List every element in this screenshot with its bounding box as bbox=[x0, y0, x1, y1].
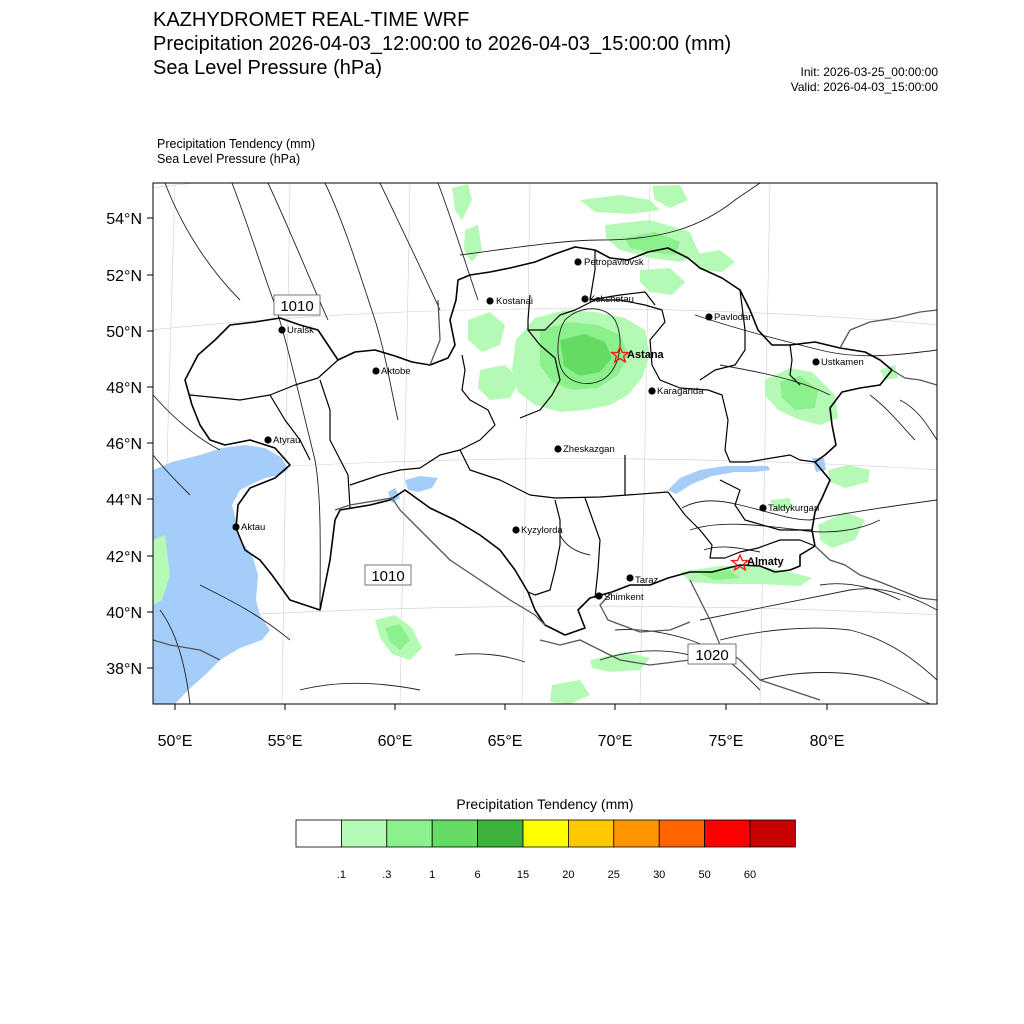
lat-ticks bbox=[147, 218, 153, 668]
colorbar-label-2: 1 bbox=[429, 869, 436, 881]
lake-balkhash bbox=[668, 466, 770, 494]
lat-label-54: 54°N bbox=[106, 211, 142, 228]
colorbar-box-1 bbox=[341, 820, 386, 847]
lon-label-80: 80°E bbox=[809, 733, 845, 750]
colorbar-box-9 bbox=[705, 820, 750, 847]
lon-label-75: 75°E bbox=[708, 733, 744, 750]
colorbar-box-6 bbox=[568, 820, 613, 847]
city-shimkent: Shimkent bbox=[604, 592, 644, 603]
lat-label-46: 46°N bbox=[106, 436, 142, 453]
panel-label-pressure: Sea Level Pressure (hPa) bbox=[157, 152, 301, 166]
lon-label-65: 65°E bbox=[487, 733, 523, 750]
lat-label-44: 44°N bbox=[106, 492, 142, 509]
city-kyzylorda: Kyzylorda bbox=[521, 525, 563, 536]
lon-label-70: 70°E bbox=[597, 733, 633, 750]
colorbar-label-0: .1 bbox=[336, 869, 346, 881]
colorbar-label-4: 15 bbox=[516, 869, 530, 881]
lon-label-50: 50°E bbox=[157, 733, 193, 750]
init-time: Init: 2026-03-25_00:00:00 bbox=[800, 65, 938, 79]
page-title: KAZHYDROMET REAL-TIME WRF bbox=[153, 9, 470, 31]
colorbar-label-1: .3 bbox=[382, 869, 392, 881]
colorbar-box-3 bbox=[432, 820, 477, 847]
lat-label-40: 40°N bbox=[106, 605, 142, 622]
city-petropavlovsk: Petropavlovsk bbox=[584, 257, 644, 268]
city-atyrau: Atyrau bbox=[273, 435, 301, 446]
lon-label-60: 60°E bbox=[377, 733, 413, 750]
city-aktau: Aktau bbox=[241, 522, 266, 533]
isobar-label-1020: 1020 bbox=[695, 647, 729, 664]
colorbar-box-8 bbox=[659, 820, 704, 847]
isobar-label-1010-south: 1010 bbox=[371, 568, 405, 585]
city-zheskazgan: Zheskazgan bbox=[563, 444, 615, 455]
graticule bbox=[150, 162, 940, 704]
colorbar bbox=[296, 820, 795, 847]
city-almaty: Almaty bbox=[747, 556, 784, 568]
lon-label-55: 55°E bbox=[267, 733, 303, 750]
isobar-label-1010-west: 1010 bbox=[280, 298, 314, 315]
city-karaganda: Karaganda bbox=[657, 386, 704, 397]
city-astana: Astana bbox=[627, 349, 664, 361]
colorbar-box-4 bbox=[478, 820, 523, 847]
colorbar-box-10 bbox=[750, 820, 795, 847]
caspian-sea bbox=[153, 445, 288, 704]
colorbar-label-3: 6 bbox=[474, 869, 481, 881]
colorbar-label-6: 25 bbox=[607, 869, 620, 881]
city-pavlodar: Pavlodar bbox=[714, 312, 752, 323]
city-taldykurgan: Taldykurgan bbox=[768, 503, 820, 514]
aral-sea-east bbox=[405, 476, 438, 492]
colorbar-box-2 bbox=[387, 820, 432, 847]
colorbar-label-5: 20 bbox=[562, 869, 575, 881]
panel-label-precip: Precipitation Tendency (mm) bbox=[157, 137, 316, 151]
colorbar-labels bbox=[337, 869, 756, 881]
lon-ticks bbox=[175, 704, 827, 710]
city-taraz: Taraz bbox=[635, 575, 659, 586]
lat-label-48: 48°N bbox=[106, 380, 142, 397]
lat-label-42: 42°N bbox=[106, 549, 142, 566]
colorbar-label-7: 30 bbox=[653, 869, 666, 881]
colorbar-box-5 bbox=[523, 820, 568, 847]
colorbar-label-8: 50 bbox=[698, 869, 711, 881]
valid-time: Valid: 2026-04-03_15:00:00 bbox=[790, 80, 938, 94]
city-kokshetau: Kokshetau bbox=[589, 294, 634, 305]
lat-label-50: 50°N bbox=[106, 324, 142, 341]
colorbar-box-7 bbox=[614, 820, 659, 847]
title-pressure: Sea Level Pressure (hPa) bbox=[153, 57, 383, 79]
city-kostanai: Kostanai bbox=[496, 296, 533, 307]
colorbar-box-0 bbox=[296, 820, 341, 847]
lat-label-38: 38°N bbox=[106, 661, 142, 678]
city-aktobe: Aktobe bbox=[381, 366, 411, 377]
city-uralsk: Uralsk bbox=[287, 325, 314, 336]
lat-label-52: 52°N bbox=[106, 268, 142, 285]
colorbar-title: Precipitation Tendency (mm) bbox=[456, 796, 634, 812]
colorbar-label-9: 60 bbox=[743, 869, 757, 881]
title-precipitation: Precipitation 2026-04-03_12:00:00 to 2026-04-03_15:00:00 (mm) bbox=[153, 33, 732, 55]
city-ustkamen: Ustkamen bbox=[821, 357, 864, 368]
